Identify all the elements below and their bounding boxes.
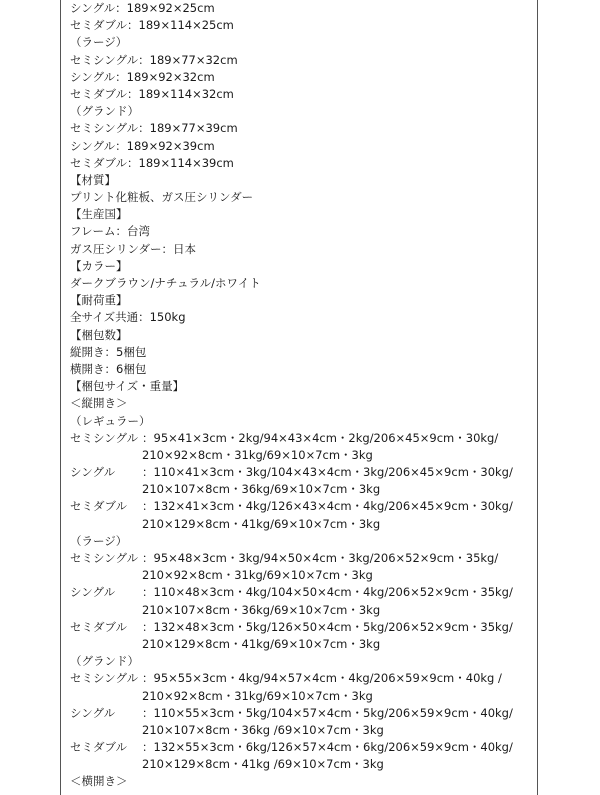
size-row [70,550,535,567]
size-values-continued: 210×107×8cm・36kg/69×10×7cm・3kg [142,602,381,617]
size-label: セミシングル [70,551,139,565]
size-label: シングル [70,465,116,480]
size-values-continued: 210×92×8cm・31kg/69×10×7cm・3kg [142,568,373,583]
size-row [70,498,535,515]
size-values: 95×48×3cm・3kg/94×50×4cm・3kg/206×52×9cm・35kg/ [153,551,499,565]
size-row [70,739,535,756]
spec-line: セミシングル：189×77×39cm [70,121,238,136]
spec-line: ダークブラウン/ナチュラル/ホワイト [70,276,261,290]
spec-line: セミシングル：189×77×32cm [70,52,238,67]
size-values-continued: 210×92×8cm・31kg/69×10×7cm・3kg [142,688,373,703]
spec-line: ガス圧シリンダー：日本 [70,241,197,256]
spec-line: シングル：189×92×32cm [70,69,215,84]
size-values-continued: 210×129×8cm・41kg/69×10×7cm・3kg [142,516,381,531]
size-values: 95×41×3cm・2kg/94×43×4cm・2kg/206×45×9cm・30kg/ [153,430,499,445]
subheading-horizontal-open: ＜横開き＞ [70,774,128,789]
spec-line: シングル：189×92×39cm [70,138,215,153]
size-values: 95×55×3cm・4kg/94×57×4cm・4kg/206×59×9cm・40kg / [153,671,502,686]
separator: ： [142,705,154,720]
size-values: 110×48×3cm・4kg/104×50×4cm・4kg/206×52×9cm・35kg/ [153,585,513,600]
section-heading-material: 【材質】 [70,172,116,187]
separator: ： [142,551,154,565]
size-row [70,464,535,481]
spec-line: 全サイズ共通：150kg [70,310,186,325]
size-label: セミダブル [70,499,128,514]
size-values: 110×55×3cm・5kg/104×57×4cm・5kg/206×59×9cm・40kg/ [153,705,513,720]
spec-line: セミダブル：189×114×32cm [70,86,234,101]
section-heading-origin: 【生産国】 [70,207,128,222]
size-row [70,619,535,636]
separator: ： [142,619,154,634]
separator: ： [142,740,154,755]
group-heading-regular: （レギュラー） [70,413,151,428]
size-values: 110×41×3cm・3kg/104×43×4cm・3kg/206×45×9cm・30kg/ [153,465,513,480]
size-values: 132×55×3cm・6kg/126×57×4cm・6kg/206×59×9cm・40kg/ [153,740,513,755]
size-label: シングル [70,585,116,600]
size-label: セミシングル [70,671,139,686]
group-heading-grand: （グランド） [70,654,139,669]
size-label: セミダブル [70,619,128,634]
spec-line: （ラージ） [70,35,128,50]
size-row [70,430,535,447]
separator: ： [142,585,154,600]
spec-line: セミダブル：189×114×39cm [70,155,234,170]
section-heading-package-size: 【梱包サイズ・重量】 [70,379,185,394]
size-values-continued: 210×107×8cm・36kg /69×10×7cm・3kg [142,722,384,737]
section-heading-load: 【耐荷重】 [70,293,128,308]
separator: ： [142,465,154,480]
group-heading-large: （ラージ） [70,533,128,548]
spec-line: シングル：189×92×25cm [70,1,215,15]
separator: ： [142,499,154,514]
spec-line: プリント化粧板、ガス圧シリンダー [70,190,254,205]
size-row [70,670,535,687]
size-values-continued: 210×107×8cm・36kg/69×10×7cm・3kg [142,482,381,497]
size-values-continued: 210×129×8cm・41kg /69×10×7cm・3kg [142,757,384,772]
spec-line: フレーム：台湾 [70,224,151,239]
spec-line: 横開き：6梱包 [70,361,147,376]
size-label: シングル [70,705,116,720]
section-heading-color: 【カラー】 [70,258,128,273]
size-label: セミダブル [70,740,128,755]
spec-line: セミダブル：189×114×25cm [70,18,234,33]
size-row [70,705,535,722]
size-values: 132×48×3cm・5kg/126×50×4cm・5kg/206×52×9cm・35kg/ [153,619,513,634]
section-heading-package-count: 【梱包数】 [70,327,128,342]
spec-line: （グランド） [70,104,139,119]
size-values: 132×41×3cm・4kg/126×43×4cm・4kg/206×45×9cm・30kg/ [153,499,513,514]
size-values-continued: 210×129×8cm・41kg/69×10×7cm・3kg [142,636,381,651]
spec-text-block [70,0,535,791]
size-label: セミシングル [70,430,139,445]
separator: ： [142,430,154,445]
spec-line: 縦開き：5梱包 [70,344,147,359]
size-row [70,584,535,601]
subheading-vertical-open: ＜縦開き＞ [70,396,128,411]
separator: ： [142,671,154,686]
size-values-continued: 210×92×8cm・31kg/69×10×7cm・3kg [142,447,373,462]
